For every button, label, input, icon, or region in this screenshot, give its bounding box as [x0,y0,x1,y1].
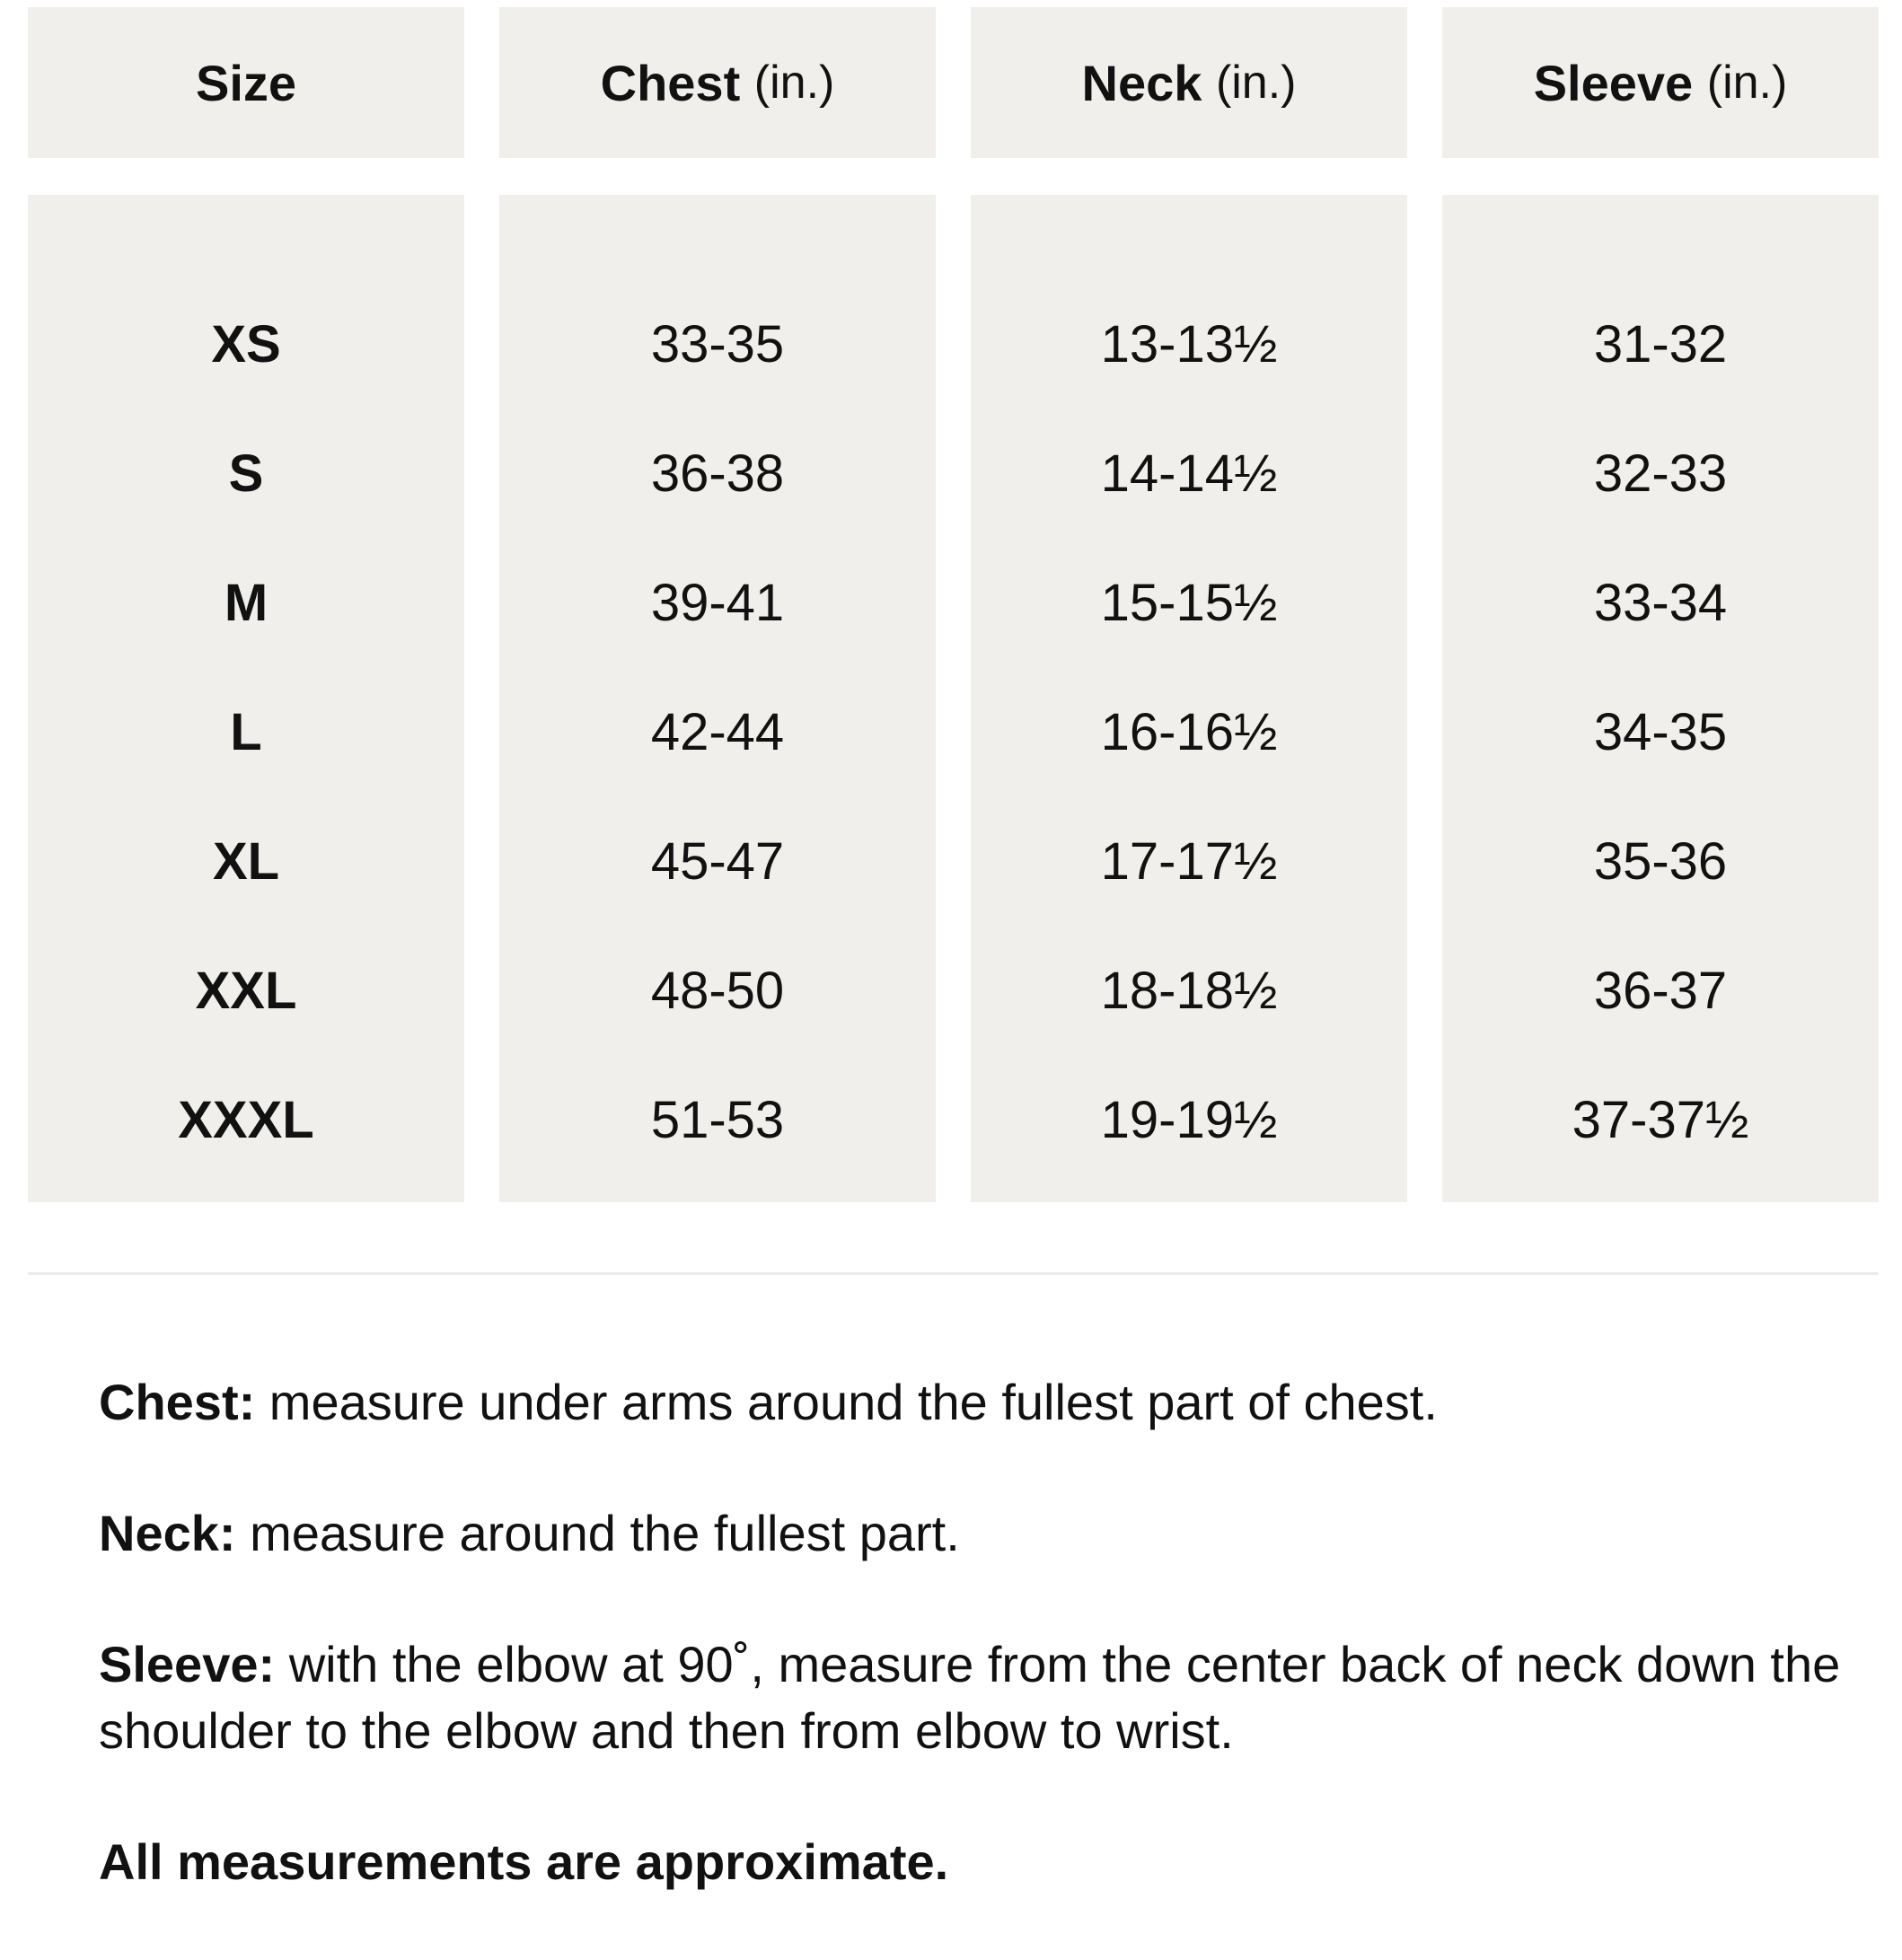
header-neck-unit: (in.) [1215,57,1297,109]
neck-cell: 16-16½ [1100,702,1278,761]
size-cell: XXXL [178,1090,314,1149]
chest-column [499,195,936,1202]
neck-note-label: Neck: [99,1505,236,1561]
neck-cell: 14-14½ [1100,444,1278,503]
neck-cell: 18-18½ [1100,961,1278,1020]
size-column [28,195,464,1202]
sleeve-note-text: with the elbow at 90˚, measure from the center back of neck down the shoulder to the elbow and then from elbow to wrist. [99,1636,1841,1759]
size-cell: M [224,573,269,632]
sleeve-note-label: Sleeve: [99,1636,276,1692]
header-sleeve-unit: (in.) [1706,57,1788,109]
size-cell: XXL [195,961,297,1020]
neck-cell: 19-19½ [1100,1090,1278,1149]
chest-cell: 39-41 [650,573,785,632]
chest-cell: 42-44 [650,702,785,761]
sleeve-cell: 37-37½ [1572,1090,1749,1149]
sleeve-column [1442,195,1879,1202]
neck-note [99,1500,1859,1567]
chest-note-text: measure under arms around the fullest part of chest. [255,1374,1438,1430]
size-cell: S [228,444,264,503]
header-sleeve [1442,7,1879,158]
size-cell: L [230,702,262,761]
chest-cell: 36-38 [650,444,785,503]
sleeve-cell: 33-34 [1593,573,1728,632]
header-size [28,7,464,158]
neck-cell: 17-17½ [1100,831,1278,891]
header-sleeve-label: Sleeve [1533,54,1694,111]
neck-column [971,195,1407,1202]
neck-cell: 13-13½ [1100,314,1278,374]
chest-cell: 45-47 [650,831,785,891]
sleeve-cell: 35-36 [1593,831,1728,891]
header-neck-label: Neck [1081,54,1202,111]
section-divider [28,1272,1879,1275]
sleeve-note [99,1631,1859,1764]
sleeve-cell: 31-32 [1593,314,1728,374]
size-cell: XS [211,314,281,374]
approximate-note: All measurements are approximate. [99,1833,949,1890]
sleeve-cell: 34-35 [1593,702,1728,761]
chest-cell: 51-53 [650,1090,785,1149]
chest-cell: 48-50 [650,961,785,1020]
header-chest-label: Chest [600,54,741,111]
chest-note-label: Chest: [99,1374,256,1430]
chest-note [99,1369,1859,1436]
header-chest-unit: (in.) [753,57,835,109]
header-chest [499,7,936,158]
neck-note-text: measure around the fullest part. [235,1505,960,1561]
sleeve-cell: 36-37 [1593,961,1728,1020]
header-neck [971,7,1407,158]
header-size-label: Size [195,54,297,111]
size-cell: XL [212,831,280,891]
sleeve-cell: 32-33 [1593,444,1728,503]
neck-cell: 15-15½ [1100,573,1278,632]
chest-cell: 33-35 [650,314,785,374]
measurement-notes [99,1369,1859,1960]
